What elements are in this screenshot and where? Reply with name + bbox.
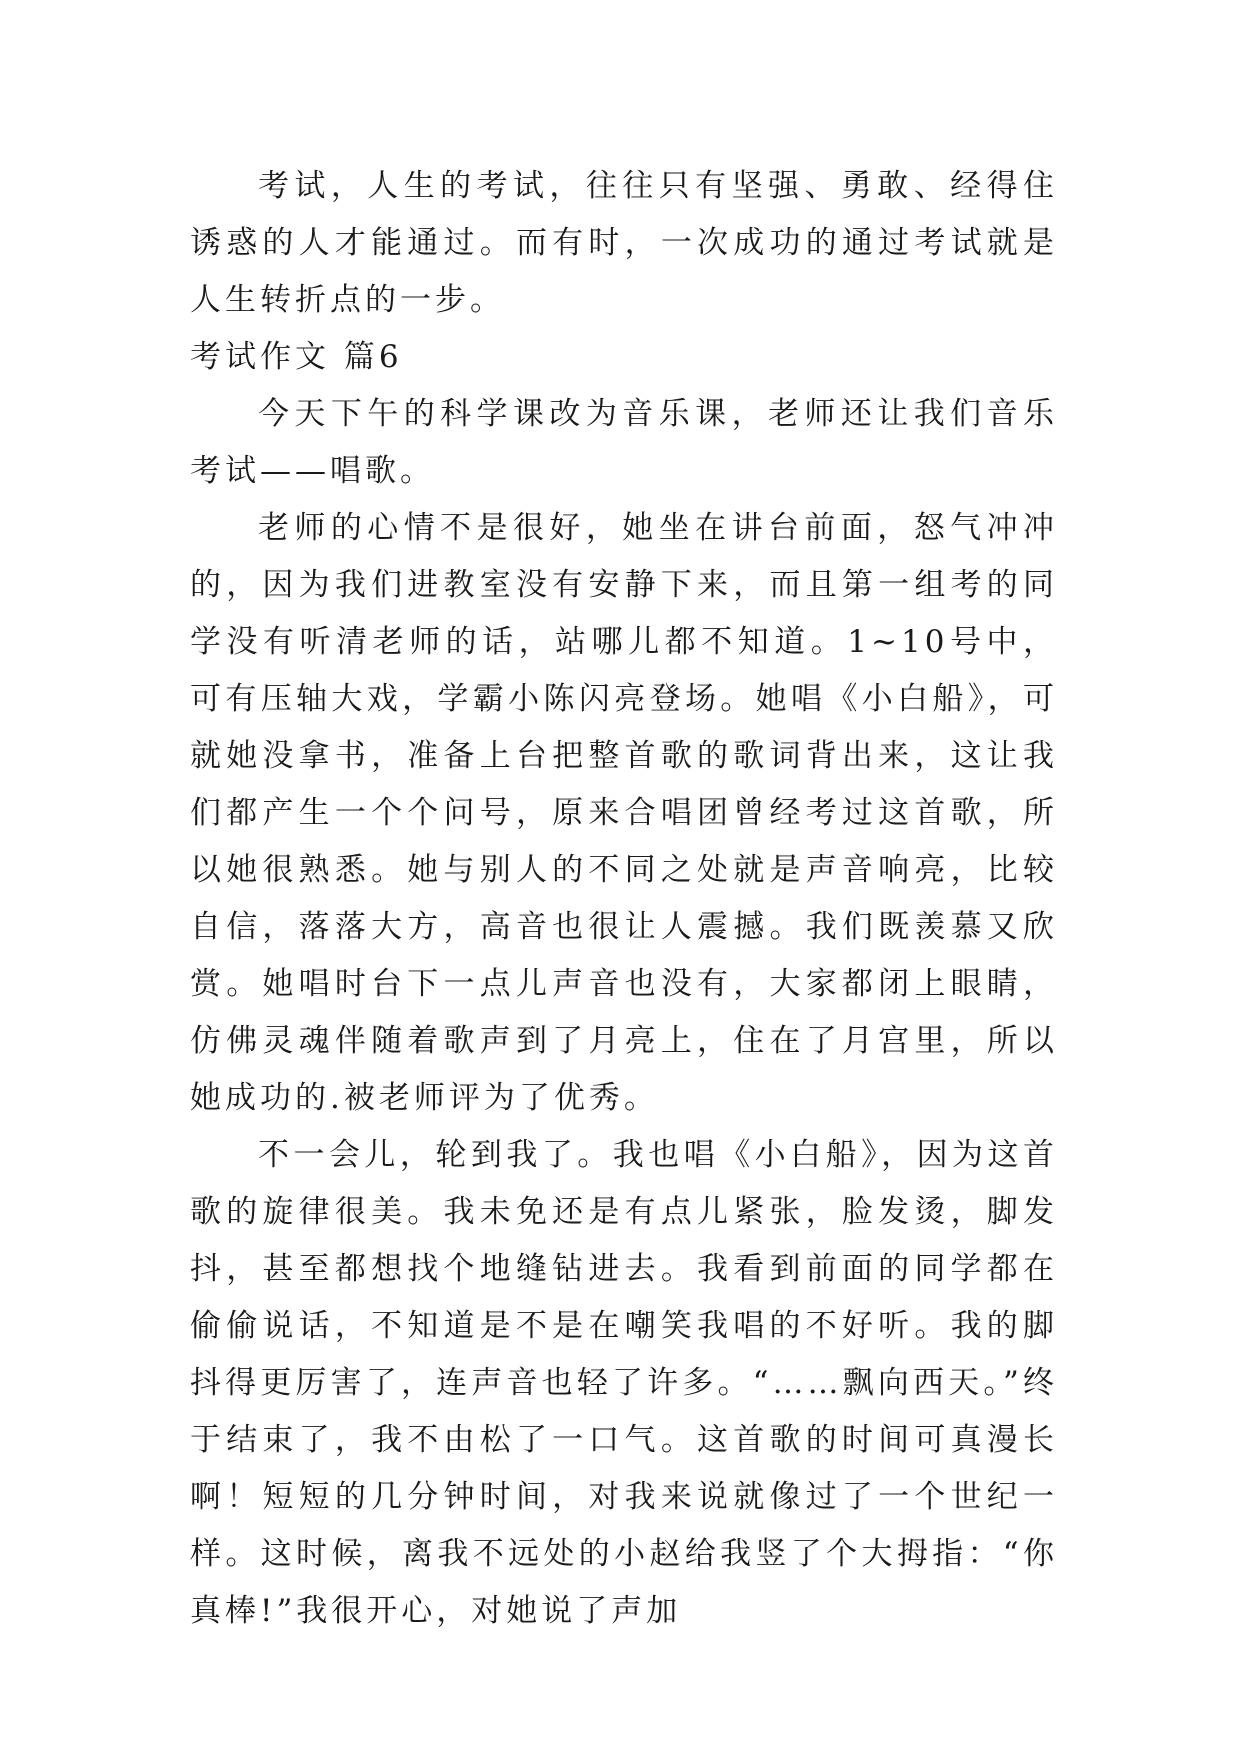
paragraph-teacher-mood: 老师的心情不是很好，她坐在讲台前面，怒气冲冲的，因为我们进教室没有安静下来，而且第一组考的同学没有听清老师的话，站哪儿都不知道。1~10号中，可有压轴大戏，学霸小陈闪亮登场。她唱《小白船》，可就她没拿书，准备上台把整首歌的歌词背出来，这让我们都产生一个个问号，原来合唱团曾经考过这首歌，所以她很熟悉。她与别人的不同之处就是声音响亮，比较自信，落落大方，高音也很让人震撼。我们既羡慕又欣赏。她唱时台下一点儿声音也没有，大家都闭上眼睛，仿佛灵魂伴随着歌声到了月亮上，住在了月宫里，所以她成功的.被老师评为了优秀。 (190, 510, 1058, 1116)
paragraph-music-class: 今天下午的科学课改为音乐课，老师还让我们音乐考试——唱歌。 (190, 396, 1058, 489)
section-heading: 考试作文 篇6 (190, 339, 403, 375)
paragraph-exam-life: 考试，人生的考试，往往只有坚强、勇敢、经得住诱惑的人才能通过。而有时，一次成功的通过考试就是人生转折点的一步。 (190, 168, 1058, 318)
paragraph-my-turn: 不一会儿，轮到我了。我也唱《小白船》，因为这首歌的旋律很美。我未免还是有点儿紧张，脸发烫，脚发抖，甚至都想找个地缝钻进去。我看到前面的同学都在偷偷说话，不知道是不是在嘲笑我唱的不好听。我的脚抖得更厉害了，连声音也轻了许多。“……飘向西天。”终于结束了，我不由松了一口气。这首歌的时间可真漫长啊！短短的几分钟时间，对我来说就像过了一个世纪一样。这时候，离我不远处的小赵给我竖了个大拇指：“你真棒!”我很开心，对她说了声加 (190, 1137, 1058, 1629)
essay-body (190, 158, 1058, 1640)
